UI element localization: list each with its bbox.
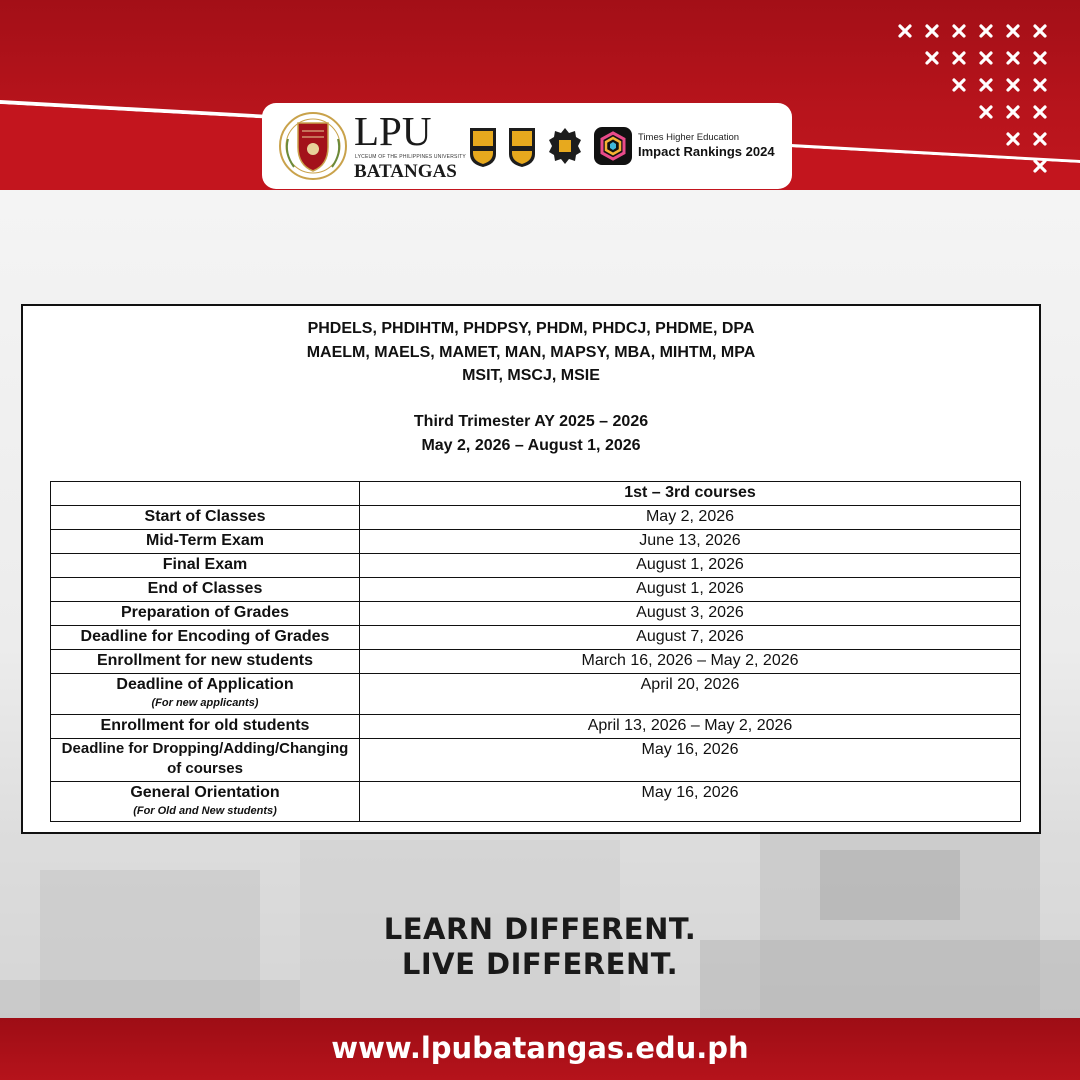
row-value: August 1, 2026 bbox=[360, 578, 1021, 602]
decorative-x-pattern bbox=[890, 18, 1060, 188]
term-dates: May 2, 2026 – August 1, 2026 bbox=[421, 436, 641, 454]
row-value: May 2, 2026 bbox=[360, 506, 1021, 530]
slogan-line: LEARN DIFFERENT. bbox=[383, 912, 697, 946]
row-label bbox=[51, 674, 360, 715]
table-row bbox=[51, 626, 1021, 650]
impact-rankings-icon bbox=[594, 127, 632, 165]
row-label: Enrollment for old students bbox=[51, 715, 360, 739]
schedule-table bbox=[50, 481, 1021, 822]
slogan bbox=[0, 912, 1080, 982]
row-value: June 13, 2026 bbox=[360, 530, 1021, 554]
row-label-text: General Orientation bbox=[130, 784, 280, 801]
row-label: Final Exam bbox=[51, 554, 360, 578]
university-seal-icon bbox=[278, 109, 348, 183]
program-list bbox=[23, 317, 1039, 388]
table-row bbox=[51, 554, 1021, 578]
row-label-note: (For Old and New students) bbox=[133, 805, 277, 817]
row-label: Mid-Term Exam bbox=[51, 530, 360, 554]
star-rating-badge-icon bbox=[548, 127, 582, 165]
brand-campus: BATANGAS bbox=[354, 161, 457, 182]
row-label bbox=[51, 739, 360, 782]
term-title: Third Trimester AY 2025 – 2026 bbox=[413, 413, 649, 430]
website-link[interactable]: www.lpubatangas.edu.ph bbox=[331, 1031, 749, 1065]
row-value: August 1, 2026 bbox=[360, 554, 1021, 578]
slogan-line: LIVE DIFFERENT. bbox=[401, 947, 679, 981]
table-row bbox=[51, 715, 1021, 739]
table-row bbox=[51, 506, 1021, 530]
table-header-row bbox=[51, 482, 1021, 506]
row-label-text-cont: of courses bbox=[167, 760, 243, 777]
row-label: Start of Classes bbox=[51, 506, 360, 530]
table-row bbox=[51, 602, 1021, 626]
row-label-note: (For new applicants) bbox=[151, 697, 259, 709]
brand-full-name: LYCEUM OF THE PHILIPPINES UNIVERSITY bbox=[355, 154, 466, 160]
ranking-publisher: Times Higher Education bbox=[638, 132, 740, 143]
row-label: Enrollment for new students bbox=[51, 650, 360, 674]
brand-name: LPU bbox=[354, 108, 432, 154]
row-value: May 16, 2026 bbox=[360, 739, 1021, 782]
row-value: March 16, 2026 – May 2, 2026 bbox=[360, 650, 1021, 674]
logo-bar bbox=[262, 103, 792, 189]
program-line: MSIT, MSCJ, MSIE bbox=[462, 367, 600, 384]
program-line: MAELM, MAELS, MAMET, MAN, MAPSY, MBA, MIHTM, MPA bbox=[306, 343, 756, 361]
row-label: End of Classes bbox=[51, 578, 360, 602]
row-label: Deadline for Encoding of Grades bbox=[51, 626, 360, 650]
row-value: May 16, 2026 bbox=[360, 782, 1021, 822]
row-value: April 20, 2026 bbox=[360, 674, 1021, 715]
academic-calendar-document bbox=[21, 304, 1041, 834]
table-header-empty bbox=[51, 482, 360, 506]
ranking-badge-icon bbox=[507, 126, 537, 168]
table-row bbox=[51, 782, 1021, 822]
table-row bbox=[51, 578, 1021, 602]
table-row bbox=[51, 530, 1021, 554]
program-line: PHDELS, PHDIHTM, PHDPSY, PHDM, PHDCJ, PHDME, DPA bbox=[307, 320, 755, 337]
row-label-text: Deadline for Dropping/Adding/Changing bbox=[61, 740, 349, 757]
row-label-text: Deadline of Application bbox=[116, 676, 294, 693]
table-row bbox=[51, 650, 1021, 674]
ranking-title: Impact Rankings 2024 bbox=[638, 144, 775, 159]
row-label: Preparation of Grades bbox=[51, 602, 360, 626]
column-header: 1st – 3rd courses bbox=[360, 482, 1021, 506]
row-value: August 7, 2026 bbox=[360, 626, 1021, 650]
table-row bbox=[51, 739, 1021, 782]
table-row bbox=[51, 674, 1021, 715]
row-value: April 13, 2026 – May 2, 2026 bbox=[360, 715, 1021, 739]
row-value: August 3, 2026 bbox=[360, 602, 1021, 626]
term-heading bbox=[23, 410, 1039, 457]
row-label bbox=[51, 782, 360, 822]
ranking-badge-icon bbox=[468, 126, 498, 168]
